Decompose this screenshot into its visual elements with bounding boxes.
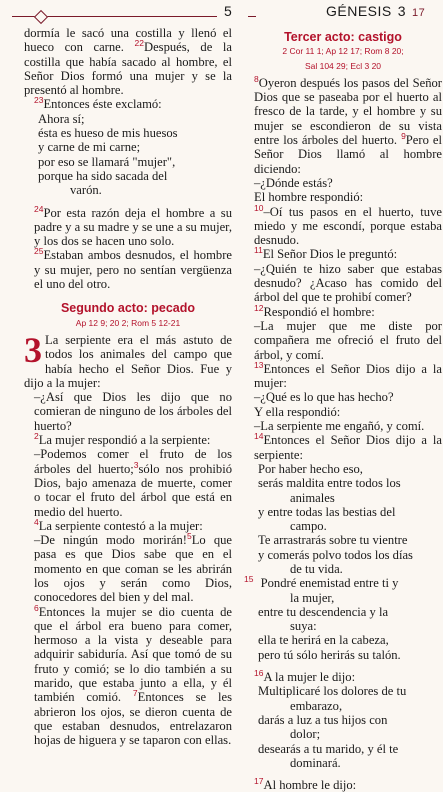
poem-line: animales bbox=[290, 490, 335, 505]
chapter-dropcap: 3 bbox=[24, 329, 42, 370]
verse-number: 4 bbox=[34, 516, 39, 527]
poem-line: por eso se llamará "mujer", bbox=[38, 154, 176, 169]
poem-line: ésta es hueso de mis huesos bbox=[38, 126, 178, 141]
poem-line: y entre todas las bestias del bbox=[258, 504, 396, 519]
verse-number: 7 bbox=[132, 688, 138, 699]
paragraph: –Podemos comer el fruto de los árboles del huerto;$^3$sólo nos prohibió Dios, bajo amenaza de muerte, comer o tocar el fruto del árbol que está en medio del huerto. bbox=[34, 447, 232, 519]
poem-line: Multiplicaré los dolores de tu bbox=[258, 684, 407, 699]
verse-number: 10 bbox=[254, 202, 264, 213]
verse-number: 6 bbox=[34, 602, 39, 613]
poem-line: pero tú sólo herirás su talón. bbox=[258, 647, 401, 662]
poem-line: serás maldita entre todos los bbox=[258, 476, 401, 491]
paragraph: $^{23}$Entonces éste exclamó: bbox=[34, 95, 162, 112]
poem-line: la mujer, bbox=[290, 590, 335, 605]
poem-line: y comerás polvo todos los días bbox=[258, 547, 413, 562]
verse-number: 3 bbox=[133, 459, 139, 470]
poem-line: entre tu descendencia y la bbox=[258, 604, 389, 619]
paragraph: $^{10}$–Oí tus pasos en el huerto, tuve miedo y me escondí, porque estaba desnudo. bbox=[254, 202, 442, 248]
poem-line: Ahora sí; bbox=[38, 111, 85, 126]
left-column bbox=[24, 26, 232, 748]
poem-line: dominará. bbox=[290, 755, 341, 770]
paragraph: –¿Dónde estás? bbox=[254, 175, 333, 190]
verse-number: 23 bbox=[34, 95, 44, 106]
verse-number: 15 bbox=[244, 574, 254, 585]
verse-number: 2 bbox=[34, 430, 39, 441]
verse-number: 8 bbox=[254, 73, 259, 84]
paragraph: $^{24}$Por esta razón deja el hombre a su padre y a su madre y se une a su mujer, y los dos se hacen uno solo. bbox=[34, 203, 232, 249]
paragraph: Y ella respondió: bbox=[254, 404, 341, 419]
page-number: 5 bbox=[224, 3, 232, 19]
paragraph: $^{13}$Entonces el Señor Dios dijo a la mujer: bbox=[254, 359, 442, 391]
poem-line: dolor; bbox=[290, 727, 321, 742]
verse-number: 24 bbox=[34, 203, 44, 214]
cross-reference: Ap 12 9; 20 2; Rom 5 12-21 bbox=[75, 317, 181, 328]
poem-line: y carne de mi carne; bbox=[38, 140, 141, 155]
poem-line: embarazo, bbox=[290, 698, 343, 713]
paragraph: $^8$Oyeron después los pasos del Señor Dios que se paseaba por el huerto al fresco de la tarde, y el hombre y su mujer se escondieron de su vista entre los árboles del huerto. $^9$Pero el Señor Dios llamó al hombre diciendo: bbox=[254, 73, 442, 176]
poem-line: Te arrastrarás sobre tu vientre bbox=[258, 533, 408, 548]
verse-number: 17 bbox=[412, 7, 426, 19]
poem-line: campo. bbox=[290, 519, 327, 534]
cross-reference: Sal 104 29; Ecl 3 20 bbox=[304, 60, 382, 71]
paragraph: –¿Qué es lo que has hecho? bbox=[254, 390, 394, 405]
verse-number: 22 bbox=[134, 38, 144, 49]
paragraph: $^2$La mujer respondió a la serpiente: bbox=[34, 430, 211, 448]
section-heading: Tercer acto: castigo bbox=[284, 30, 402, 44]
paragraph: $^{16}$A la mujer le dijo: bbox=[254, 667, 356, 685]
right-column bbox=[244, 26, 442, 792]
poem-line: suya: bbox=[290, 619, 317, 634]
paragraph: 3 La serpiente era el más astuto de todos los animales del campo que había hecho el Señor Dios. Fue y dijo a la mujer: bbox=[24, 329, 232, 390]
paragraph: –¿Así que Dios les dijo que no comieran de ninguno de los árboles del huerto? bbox=[34, 390, 232, 433]
poem-line: ella te herirá en la cabeza, bbox=[258, 633, 389, 648]
paragraph: $^{14}$Entonces el Señor Dios dijo a la serpiente: bbox=[254, 431, 442, 462]
verse-number: 11 bbox=[254, 245, 263, 256]
verse-number: 12 bbox=[254, 302, 264, 313]
verse-number: 5 bbox=[187, 530, 192, 541]
chapter-number: 3 bbox=[397, 3, 407, 19]
book-name: GÉNESIS bbox=[326, 3, 392, 19]
poem-line: varón. bbox=[70, 183, 102, 198]
ornament-icon bbox=[34, 10, 48, 24]
poem-line: darás a luz a tus hijos con bbox=[258, 712, 388, 727]
page-header bbox=[0, 0, 443, 26]
verse-number: 16 bbox=[254, 667, 264, 678]
paragraph: –De ningún modo morirán!$^5$Lo que pasa es que Dios sabe que en el momento en que coman se les abrirán los ojos y serán como Dios, conocedores del bien y del mal. bbox=[34, 530, 233, 605]
paragraph: $^{11}$El Señor Dios le preguntó: bbox=[254, 245, 398, 262]
poem-line: de tu vida. bbox=[290, 561, 343, 576]
paragraph: $^{25}$Estaban ambos desnudos, el hombre y su mujer, pero no sentían vergüenza el uno del otro. bbox=[34, 246, 232, 292]
running-head bbox=[326, 3, 425, 19]
cross-reference: 2 Cor 11 1; Ap 12 17; Rom 8 20; bbox=[282, 46, 404, 57]
verse-number: 25 bbox=[34, 246, 44, 257]
paragraph: –La serpiente me engañó, y comí. bbox=[254, 419, 425, 434]
paragraph: –¿Quién te hizo saber que estabas desnudo? ¿Acaso has comido del árbol del que te prohibí comer? bbox=[254, 261, 442, 305]
header-rule-right bbox=[248, 16, 256, 17]
verse-number: 14 bbox=[254, 431, 264, 442]
paragraph: –La mujer que me diste por compañera me ofreció el fruto del árbol, y comí. bbox=[254, 318, 442, 362]
paragraph: dormía le sacó una costilla y llenó el hueco con carne. $^{22}$Después, de la costilla que había sacado al hombre, el Señor Dios formó una mujer y se la presentó al hombre. bbox=[24, 26, 232, 98]
poem-line: $^{15}$ Pondré enemistad entre ti y bbox=[244, 574, 399, 591]
verse-number: 13 bbox=[254, 359, 264, 370]
paragraph: El hombre respondió: bbox=[254, 190, 364, 205]
verse-number: 17 bbox=[254, 775, 264, 786]
paragraph: $^4$La serpiente contestó a la mujer: bbox=[34, 516, 203, 533]
poem-line: porque ha sido sacada del bbox=[38, 168, 168, 183]
verse-number: 9 bbox=[401, 130, 406, 141]
paragraph: $^{12}$Respondió el hombre: bbox=[254, 302, 375, 319]
paragraph: $^{17}$Al hombre le dijo: bbox=[254, 775, 357, 792]
paragraph: $^6$Entonces la mujer se dio cuenta de que el árbol era bueno para comer, hermoso a la vista y deseable para adquirir sabiduría. Así que tomó de su fruto y comió; se lo dio también a su marido, que estaba junto a ella, y él también comió. $^7$Entonces se les abrieron los ojos, se dieron cuenta de que estaban desnudos, entrelazaron hojas de higuera y se taparon con ellas. bbox=[34, 602, 232, 748]
poem-line: desearás a tu marido, y él te bbox=[258, 741, 399, 756]
section-heading: Segundo acto: pecado bbox=[60, 301, 196, 316]
poem-line: Por haber hecho eso, bbox=[258, 461, 363, 476]
